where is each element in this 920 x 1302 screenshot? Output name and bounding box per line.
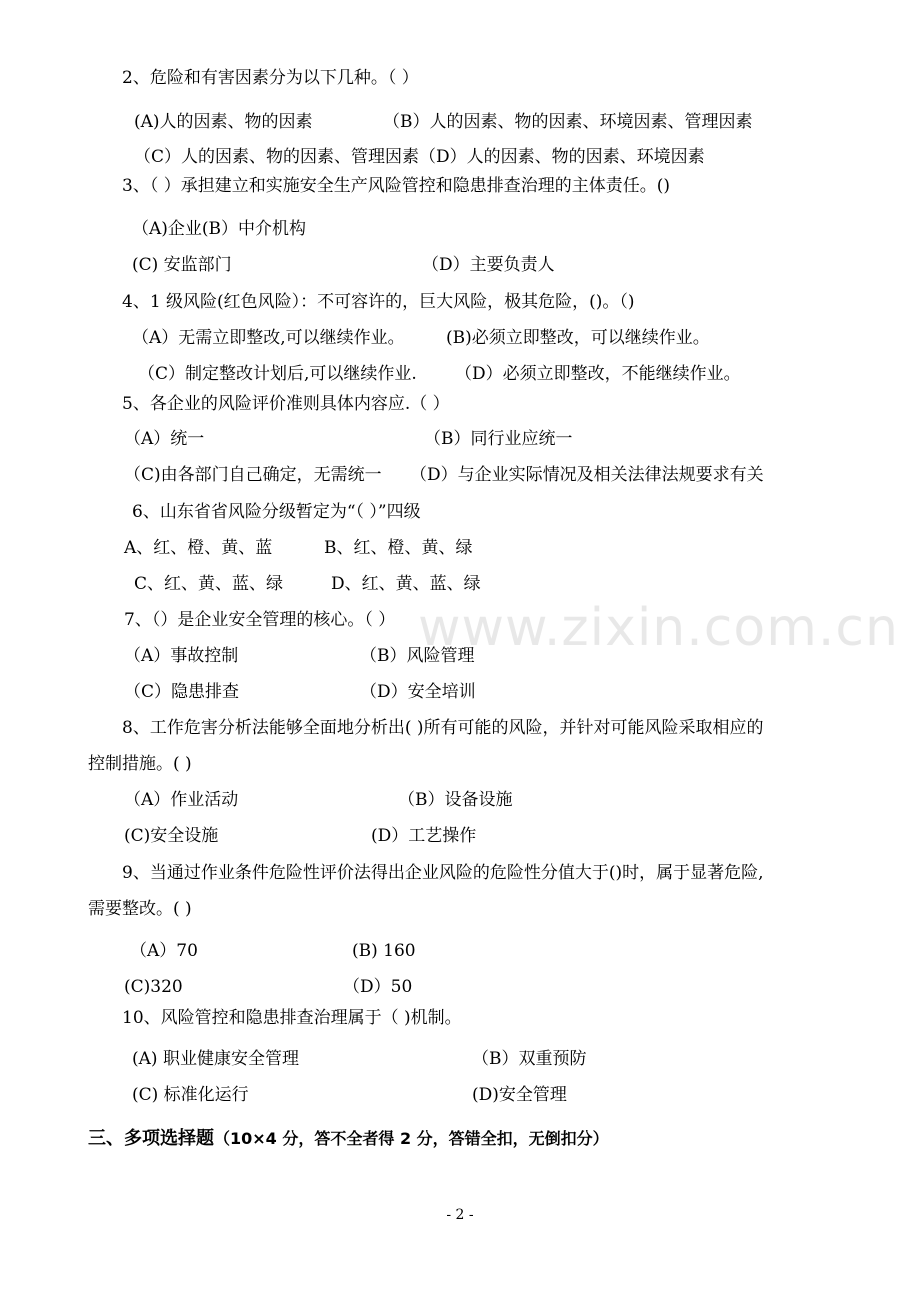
question-9-option-d: （D）50	[343, 977, 413, 997]
question-6-option-c: C、红、黄、蓝、绿	[134, 574, 284, 594]
question-9-option-b: (B) 160	[352, 941, 416, 961]
question-4-option-c: （C）制定整改计划后,可以继续作业.	[138, 364, 417, 384]
section-3-title: 三、多项选择题	[88, 1128, 214, 1149]
question-3-options-ab: （A)企业(B）中介机构	[132, 219, 307, 239]
question-8-stem-line-1: 8、工作危害分析法能够全面地分析出( )所有可能的风险，并针对可能风险采取相应的	[122, 718, 764, 738]
question-7-option-a: （A）事故控制	[124, 646, 239, 666]
question-4-option-d: （D）必须立即整改，不能继续作业。	[455, 364, 741, 384]
question-4-stem: 4、1 级风险(红色风险）：不可容许的，巨大风险，极其危险，()。（)	[122, 292, 635, 312]
question-5-stem: 5、各企业的风险评价准则具体内容应.（ ）	[122, 394, 450, 414]
question-3-option-c: (C) 安监部门	[132, 255, 232, 275]
question-2-options-cd: （C）人的因素、物的因素、管理因素（D）人的因素、物的因素、环境因素	[134, 147, 705, 167]
question-8-option-d: (D）工艺操作	[371, 826, 477, 846]
section-3-scoring-note: （10×4 分，答不全者得 2 分，答错全扣，无倒扣分）	[214, 1129, 609, 1148]
question-5-option-c: （C)由各部门自己确定，无需统一	[124, 465, 382, 485]
section-3-heading	[88, 1126, 609, 1152]
question-3-option-d: （D）主要负责人	[422, 255, 555, 275]
question-6-option-b: B、红、橙、黄、绿	[324, 538, 473, 558]
question-2-stem: 2、危险和有害因素分为以下几种。（ ）	[122, 68, 419, 88]
question-5-option-b: （B）同行业应统一	[424, 429, 573, 449]
question-10-option-c: (C) 标准化运行	[132, 1085, 249, 1105]
question-8-option-a: （A）作业活动	[124, 790, 239, 810]
question-8-option-b: （B）设备设施	[398, 790, 513, 810]
question-10-option-b: （B）双重预防	[472, 1049, 587, 1069]
question-7-stem: 7、（）是企业安全管理的核心。（ ）	[124, 610, 396, 630]
question-3-stem: 3、（ ）承担建立和实施安全生产风险管控和隐患排查治理的主体责任。()	[122, 176, 670, 196]
question-9-stem-line-1: 9、当通过作业条件危险性评价法得出企业风险的危险性分值大于()时，属于显著危险,	[122, 863, 764, 883]
question-2-option-b: （B）人的因素、物的因素、环境因素、管理因素	[383, 112, 753, 132]
question-6-option-a: A、红、橙、黄、蓝	[124, 538, 273, 558]
question-10-option-a: (A) 职业健康安全管理	[132, 1049, 299, 1069]
question-10-option-d: (D)安全管理	[472, 1085, 567, 1105]
question-6-option-d: D、红、黄、蓝、绿	[331, 574, 481, 594]
question-9-option-c: (C)320	[124, 977, 183, 997]
question-5-option-a: （A）统一	[124, 429, 205, 449]
question-7-option-c: （C）隐患排查	[124, 682, 240, 702]
question-4-option-a: （A）无需立即整改,可以继续作业。	[132, 328, 405, 348]
question-7-option-d: （D）安全培训	[360, 682, 476, 702]
question-7-option-b: （B）风险管理	[360, 646, 475, 666]
watermark: www.zixin.com.cn	[418, 598, 899, 658]
question-2-option-a: (A)人的因素、物的因素	[134, 112, 313, 132]
question-4-option-b: (B)必须立即整改，可以继续作业。	[446, 328, 710, 348]
question-9-option-a: （A）70	[130, 941, 198, 961]
question-8-option-c: (C)安全设施	[124, 826, 219, 846]
question-10-stem: 10、风险管控和隐患排查治理属于（ )机制。	[122, 1008, 462, 1028]
question-5-option-d: （D）与企业实际情况及相关法律法规要求有关	[410, 465, 764, 485]
question-6-stem: 6、山东省省风险分级暂定为“（ ）”四级	[132, 502, 421, 522]
question-9-stem-line-2: 需要整改。( )	[88, 899, 192, 919]
question-8-stem-line-2: 控制措施。( )	[88, 754, 192, 774]
page-number: - 2 -	[446, 1207, 474, 1223]
